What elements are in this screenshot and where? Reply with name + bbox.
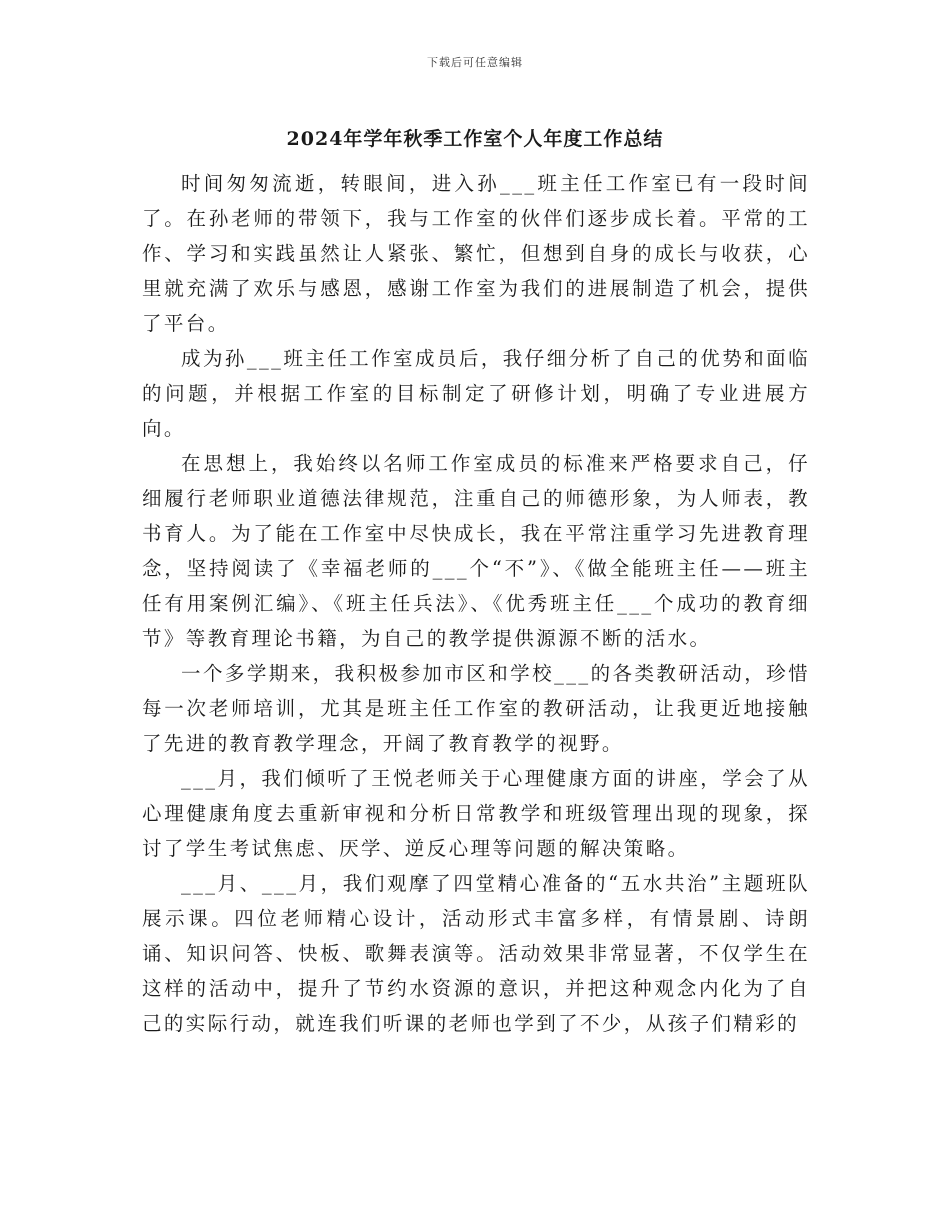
paragraph: ___月、___月，我们观摩了四堂精心准备的“五水共治”主题班队展示课。四位老师精心设计，活动形式丰富多样，有情景剧、诗朗诵、知识问答、快板、歌舞表演等。活动效果非常显著，不仅学生在这样的活动中，提升了节约水资源的意识，并把这种观念内化为了自己的实际行动，就连我们听课的老师也学到了不少，从孩子们精彩的: [142, 872, 810, 1035]
paragraph: 时间匆匆流逝，转眼间，进入孙___班主任工作室已有一段时间了。在孙老师的带领下，我与工作室的伙伴们逐步成长着。平常的工作、学习和实践虽然让人紧张、繁忙，但想到自身的成长与收获，心里就充满了欢乐与感恩，感谢工作室为我们的进展制造了机会，提供了平台。: [142, 172, 810, 335]
header-note: 下载后可任意编辑: [427, 56, 523, 69]
document-body: [142, 166, 810, 1041]
paragraph: 成为孙___班主任工作室成员后，我仔细分析了自己的优势和面临的问题，并根据工作室的目标制定了研修计划，明确了专业进展方向。: [142, 347, 810, 440]
paragraph: 一个多学期来，我积极参加市区和学校___的各类教研活动，珍惜每一次老师培训，尤其是班主任工作室的教研活动，让我更近地接触了先进的教育教学理念，开阔了教育教学的视野。: [142, 662, 810, 755]
document-title: 2024年学年秋季工作室个人年度工作总结: [286, 128, 664, 150]
paragraph: 在思想上，我始终以名师工作室成员的标准来严格要求自己，仔细履行老师职业道德法律规范，注重自己的师德形象，为人师表，教书育人。为了能在工作室中尽快成长，我在平常注重学习先进教育理念，坚持阅读了《幸福老师的___个“不”》、《做全能班主任——班主任有用案例汇编》、《班主任兵法》、《优秀班主任___个成功的教育细节》等教育理论书籍，为自己的教学提供源源不断的活水。: [142, 452, 810, 650]
paragraph: ___月，我们倾听了王悦老师关于心理健康方面的讲座，学会了从心理健康角度去重新审视和分析日常教学和班级管理出现的现象，探讨了学生考试焦虑、厌学、逆反心理等问题的解决策略。: [142, 767, 810, 860]
